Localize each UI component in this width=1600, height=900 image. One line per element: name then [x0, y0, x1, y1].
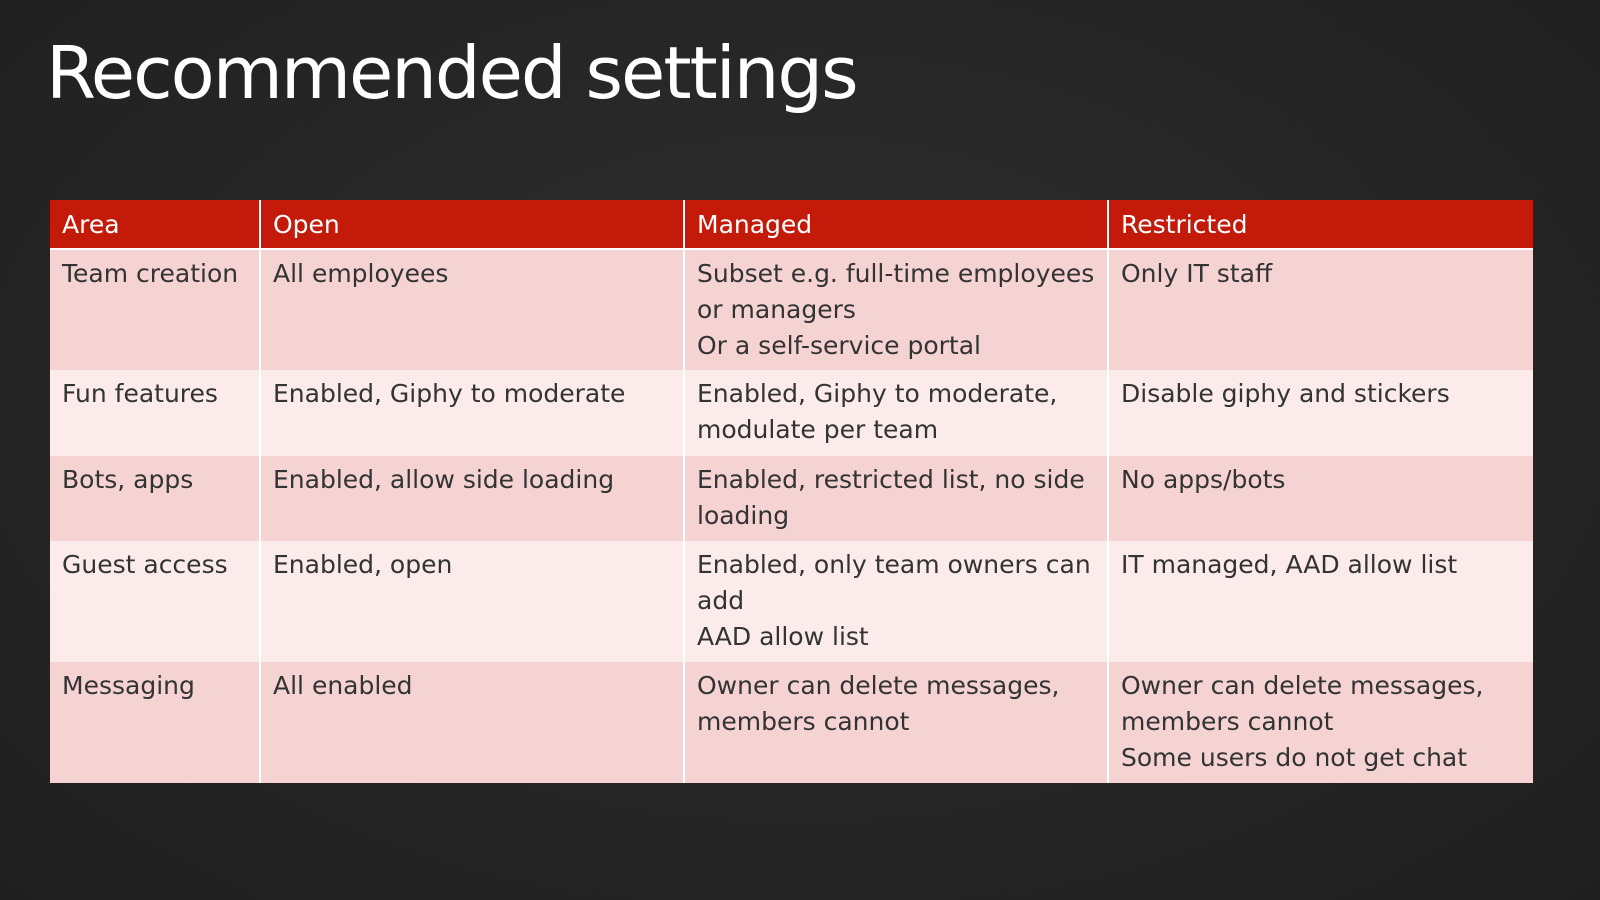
recommended-settings-table — [50, 200, 1533, 783]
cell-restricted — [1108, 249, 1533, 370]
table-header-row — [50, 200, 1533, 249]
table-row-team-creation — [50, 249, 1533, 370]
header-area: Area — [50, 200, 260, 249]
cell-line: Disable giphy and stickers — [1121, 379, 1450, 408]
cell-area: Guest access — [50, 541, 260, 662]
cell-line: Or a self-service portal — [697, 331, 981, 360]
slide-title: Recommended settings — [46, 31, 857, 115]
cell-area: Fun features — [50, 370, 260, 456]
cell-area: Bots, apps — [50, 456, 260, 541]
cell-line: No apps/bots — [1121, 465, 1286, 494]
table-row-guest-access — [50, 541, 1533, 662]
cell-managed — [684, 456, 1108, 541]
cell-open: Enabled, allow side loading — [260, 456, 684, 541]
cell-line: Owner can delete messages, members cannot — [697, 671, 1060, 736]
cell-line: Enabled, only team owners can add — [697, 550, 1091, 615]
cell-line: Owner can delete messages, members cannot — [1121, 671, 1484, 736]
header-restricted: Restricted — [1108, 200, 1533, 249]
cell-open: Enabled, Giphy to moderate — [260, 370, 684, 456]
cell-open: All enabled — [260, 662, 684, 783]
cell-line: Enabled, restricted list, no side loading — [697, 465, 1085, 530]
cell-area: Messaging — [50, 662, 260, 783]
cell-open: All employees — [260, 249, 684, 370]
cell-line: Only IT staff — [1121, 259, 1273, 288]
cell-restricted — [1108, 456, 1533, 541]
cell-restricted — [1108, 370, 1533, 456]
cell-restricted — [1108, 541, 1533, 662]
cell-line: Some users do not get chat — [1121, 743, 1468, 772]
cell-line: Subset e.g. full-time employees or managers — [697, 259, 1095, 324]
cell-managed — [684, 370, 1108, 456]
cell-area: Team creation — [50, 249, 260, 370]
header-open: Open — [260, 200, 684, 249]
cell-line: AAD allow list — [697, 622, 869, 651]
table-row-messaging — [50, 662, 1533, 783]
header-managed: Managed — [684, 200, 1108, 249]
cell-managed — [684, 541, 1108, 662]
cell-restricted — [1108, 662, 1533, 783]
table-row-fun-features — [50, 370, 1533, 456]
cell-open: Enabled, open — [260, 541, 684, 662]
table-row-bots-apps — [50, 456, 1533, 541]
cell-managed — [684, 662, 1108, 783]
cell-line: Enabled, Giphy to moderate, modulate per team — [697, 379, 1058, 444]
cell-managed — [684, 249, 1108, 370]
cell-line: IT managed, AAD allow list — [1121, 550, 1458, 579]
